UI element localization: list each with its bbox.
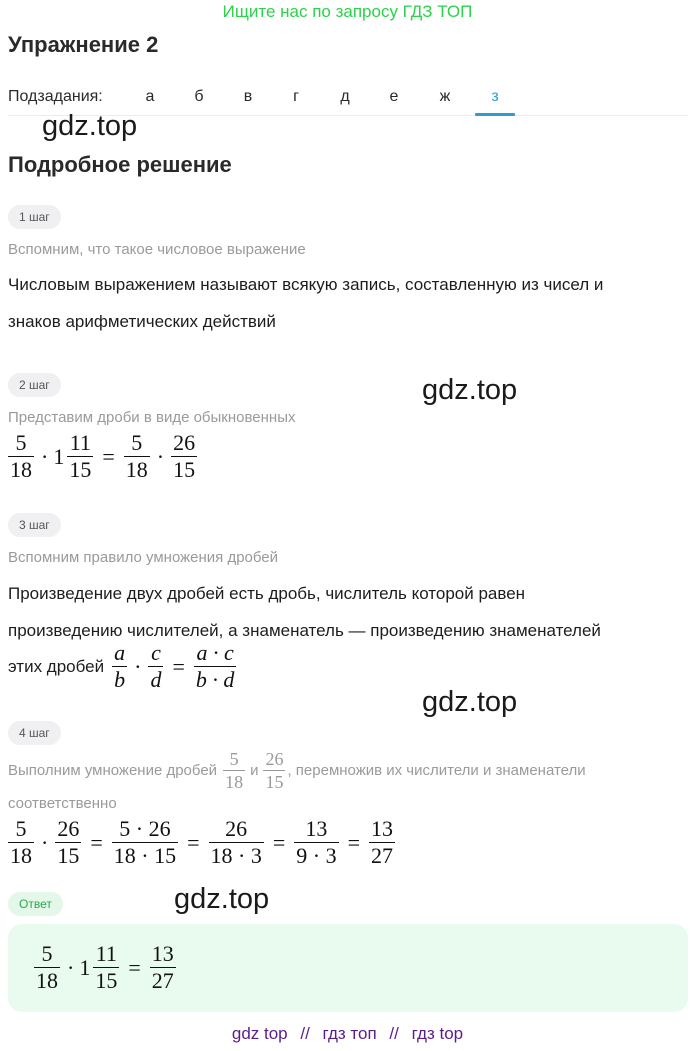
step-text: Произведение двух дробей есть дробь, числитель которой равен произведению числителей, а знаменатель — произведению знаменателей bbox=[8, 584, 601, 640]
footer-separator: // bbox=[389, 1024, 399, 1043]
footer-link[interactable]: gdz top bbox=[231, 1024, 288, 1043]
subtask-z[interactable]: з bbox=[491, 88, 499, 105]
watermark: gdz.top bbox=[422, 374, 518, 406]
subtask-d[interactable]: д bbox=[340, 88, 350, 105]
watermark: gdz.top bbox=[42, 110, 138, 142]
step-hint: Вспомним, что такое числовое выражение bbox=[8, 241, 306, 258]
subtask-v[interactable]: в bbox=[243, 88, 253, 105]
footer-link[interactable]: гдз топ bbox=[322, 1024, 377, 1043]
footer-links bbox=[0, 1024, 695, 1044]
step-hint: Представим дроби в виде обыкновенных bbox=[8, 409, 296, 426]
step-hint: Выполним умножение дробей $\frac{5}{18}$ и $\frac{26}{15}$ , перемножив их числители и знаменатели bbox=[8, 749, 586, 792]
footer-link[interactable]: гдз top bbox=[411, 1024, 464, 1043]
watermark: gdz.top bbox=[422, 686, 518, 718]
step-hint-continuation: соответственно bbox=[8, 795, 117, 812]
step-pill: 3 шаг bbox=[8, 513, 61, 537]
step-hint: Вспомним правило умножения дробей bbox=[8, 549, 279, 566]
answer-formula: $\frac{5}{18}$ · 1 $\frac{11}{15}$ = $\frac{13}{27}$ bbox=[36, 941, 174, 993]
exercise-title: Упражнение 2 bbox=[8, 32, 159, 57]
step-formula: $\frac{5}{18}$ · $\frac{26}{15}$ = $\frac{5 \cdot 26}{18 \cdot 15}$ = $\frac{26}{18 \cdot 3}$ = $\frac{13}{9 \cdot 3}$ = $\frac{13}{27}$ bbox=[10, 816, 393, 868]
active-subtask-indicator bbox=[475, 113, 515, 116]
step-text: Числовым выражением называют всякую запись, составленную из чисел и знаков арифметических действий bbox=[8, 275, 604, 331]
subtask-b[interactable]: б bbox=[194, 88, 204, 105]
subtask-g[interactable]: г bbox=[293, 88, 299, 105]
subtask-zh[interactable]: ж bbox=[439, 88, 451, 105]
step-pill: 2 шаг bbox=[8, 373, 61, 397]
footer-separator: // bbox=[300, 1024, 310, 1043]
solution-title: Подробное решение bbox=[8, 152, 232, 177]
watermark: gdz.top bbox=[174, 883, 270, 915]
subtask-e[interactable]: е bbox=[389, 88, 399, 105]
step-pill: 4 шаг bbox=[8, 721, 61, 745]
fraction-rule-formula: $\frac{a}{b}$ · $\frac{c}{d}$ = $\frac{a \cdot c}{b \cdot d}$ bbox=[114, 640, 235, 692]
step-formula: $\frac{5}{18}$ · 1 $\frac{11}{15}$ = $\frac{5}{18}$ · $\frac{26}{15}$ bbox=[10, 430, 196, 482]
step-text-with-formula: этих дробей $\frac{a}{b}$ · $\frac{c}{d}$ = $\frac{a \cdot c}{b \cdot d}$ bbox=[8, 640, 238, 693]
subtasks-label: Подзадания: bbox=[8, 88, 103, 105]
step-pill: 1 шаг bbox=[8, 205, 61, 229]
subtask-a[interactable]: а bbox=[145, 88, 155, 105]
search-banner: Ищите нас по запросу ГДЗ ТОП bbox=[222, 2, 473, 21]
answer-pill: Ответ bbox=[8, 892, 63, 916]
